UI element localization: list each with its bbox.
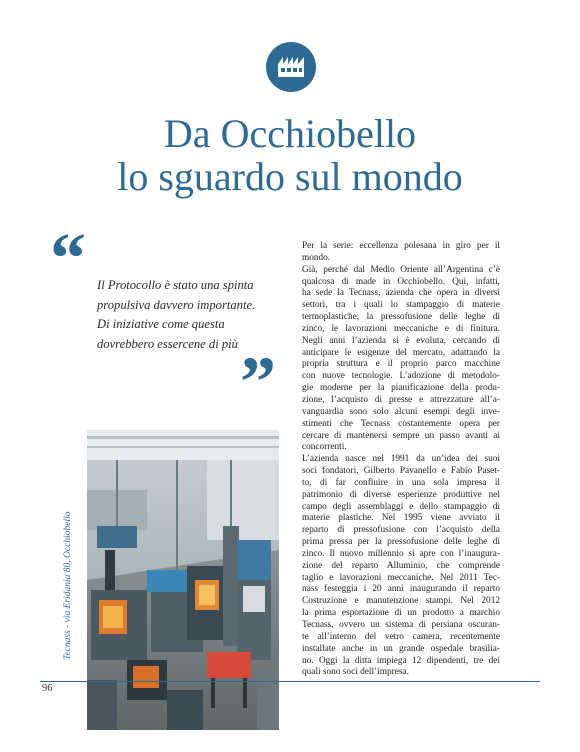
body-line: patrimonio di diverse esperienze produttive nel [302,489,500,500]
factory-floor-illustration [87,430,279,730]
body-line: settori, tra i quali lo stampaggio di materie [302,300,500,311]
body-line: cercare di mantenersi sempre un passo avanti ai [302,430,500,441]
body-line: nass festeggia i 20 anni inaugurando il reparto [302,584,500,595]
body-line: quali sono soci dell’impresa. [302,667,409,678]
body-line: Tecnass, ovvero un sistema di persiana oscuran- [302,620,500,630]
body-line: zinco, le lavorazioni meccaniche e di finitura. [302,323,500,334]
footer-rule [40,681,540,682]
body-line: taglio e lavorazioni meccaniche. Nel 2011 Tec- [302,572,500,583]
article-body [302,241,500,679]
body-line: L’azienda nasce nel 1991 da un’idea dei suoi [302,454,500,465]
factory-floor-photo [87,430,279,730]
body-line: Negli anni l’azienda si è evoluta, cercando di [302,335,500,346]
open-quote-mark: “ [50,218,86,298]
factory-icon-graphic [266,42,316,92]
photo-caption: Tecnass - via Eridania 80, Occhiobello [63,511,73,660]
body-line: vanguardia sono solo alcuni esempi degli inve- [302,406,500,417]
pull-quote-line: dovrebbero essercene di più [97,336,238,351]
body-line: stimenti che Tecnass costantemente opera per [302,418,500,429]
body-line: installate anche in un grande ospedale brasilia- [302,643,500,654]
body-line: campo degli assemblaggi e dello stampaggio di [302,501,500,512]
body-line: ha sede la Tecnass, azienda che opera in diversi [302,288,500,299]
body-line: to, di far confluire in una sola impresa il [302,477,500,488]
body-line: concorrenti. [302,442,347,453]
body-line: mondo. [302,252,331,263]
body-line: reparto di pressofusione con l’acquisto della [302,525,500,536]
factory-icon [266,42,316,92]
body-line: Già, perché dal Medio Oriente all’Argentina c’è [302,264,500,275]
page-number: 96 [42,683,53,694]
body-line: zione del reparto Alluminio, che comprende [302,560,500,571]
body-line: gie moderne per la pianificazione della produ- [302,383,500,394]
body-line: la prima esportazione di un prodotto a marchio [302,608,500,619]
pull-quote-line: Di iniziative come questa [97,317,225,331]
body-line: Per la serie: eccellenza polesana in giro per il [302,241,500,251]
title-line-1: Da Occhiobello [163,111,417,156]
body-line: materie plastiche. Nel 1995 viene avviato il [302,513,500,524]
body-line: zinco. Il nuovo millennio si apre con l’inaugura- [302,548,500,559]
body-line: termoplastiche, la pressofusione delle leghe di [302,312,500,323]
body-line: qualcosa di made in Occhiobello. Qui, infatti, [302,276,500,287]
title-line-2: lo sguardo sul mondo [117,154,463,199]
pull-quote-line: propulsiva davvero importante. [97,297,256,312]
body-line: propria struttura e il proprio parco macchine [302,359,500,370]
close-quote-mark: ” [240,342,276,422]
body-line: con nuove tecnologie. L’adozione di metodolo- [302,371,500,382]
body-line: zione, l’acquisto di presse e attrezzature all’a- [302,394,500,405]
body-line: anticipare le esigenze del mercato, adattando la [302,347,500,358]
pull-quote-line: Il Protocollo è stato una spinta [97,278,254,292]
body-line: prima pressa per la pressofusione delle leghe di [302,537,500,548]
body-line: Costruzione e manutenzione stampi. Nel 2012 [302,596,500,607]
body-line: no. Oggi la ditta impiega 12 dipendenti, tre dei [302,655,500,666]
body-line: te all’interno del vetro camera, recentemente [302,631,500,642]
article-title [0,112,580,198]
body-line: soci fondatori, Gilberto Pavanello e Fabio Paset- [302,466,500,477]
